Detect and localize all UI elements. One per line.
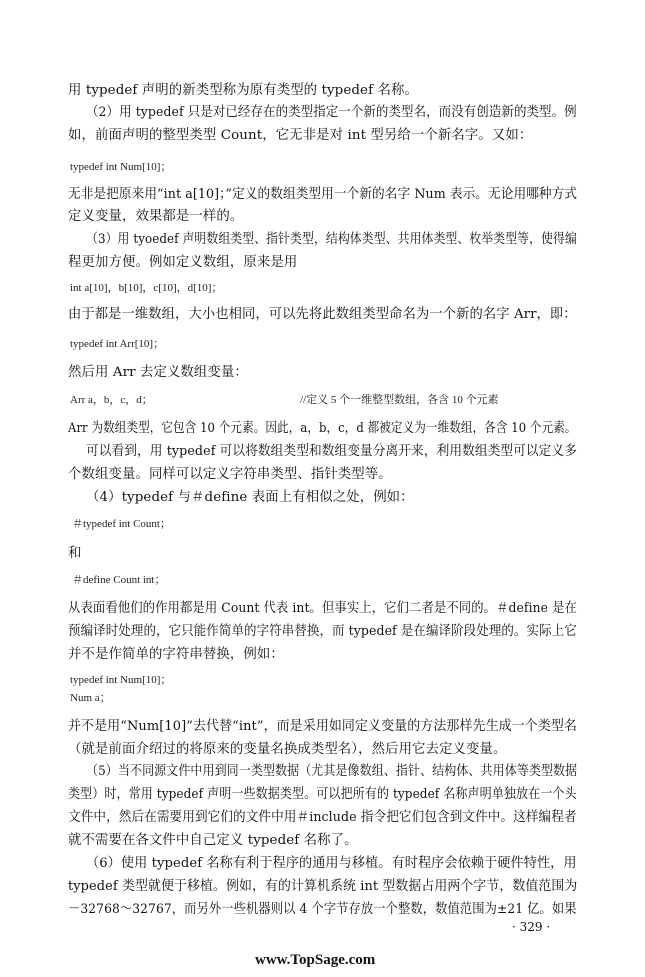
text-line: 由于都是一维数组，大小也相同，可以先将此数组类型命名为一个新的名字 Arr，即： <box>68 307 577 322</box>
code-comment: //定义 5 个一维整型数组，各含 10 个元素 <box>300 394 499 406</box>
text-line: 和 <box>68 546 82 561</box>
code-line: typedef int Num[10]； <box>70 674 172 686</box>
code-line: Num a； <box>70 692 111 704</box>
text-line: 用 typedef 声明的新类型称为原有类型的 typedef 名称。 <box>68 83 418 98</box>
text-line: （就是前面介绍过的将原来的变量名换成类型名），然后用它去定义变量。 <box>68 742 507 757</box>
text-line: 可以看到，用 typedef 可以将数组类型和数组变量分离开来，利用数组类型可以定义多 <box>86 444 577 459</box>
text-line: （3）用 tyoedef 声明数组类型、指针类型，结构体类型、共用体类型、枚举类型等，使得编 <box>86 232 577 247</box>
text-line: 然后用 Arr 去定义数组变量： <box>68 365 248 380</box>
code-line: Arr a，b，c，d； <box>70 394 153 406</box>
text-line: 定义变量，效果都是一样的。 <box>68 209 244 224</box>
text-line: （2）用 typedef 只是对已经存在的类型指定一个新的类型名，而没有创造新的类型。例 <box>86 105 577 120</box>
text-line: Arr 为数组类型，它包含 10 个元素。因此，a，b，c，d 都被定义为一维数组，各含 10 个元素。 <box>68 421 577 436</box>
text-line: （5）当不同源文件中用到同一类型数据（尤其是像数组、指针、结构体、共用体等类型数据 <box>86 764 578 779</box>
text-line: 类型）时，常用 typedef 声明一些数据类型。可以把所有的 typedef 名称声明单独放在一个头 <box>68 787 577 802</box>
text-line: 文件中，然后在需要用到它们的文件中用＃include 指令把它们包含到文件中。这样编程者 <box>68 810 577 825</box>
text-line: 就不需要在各文件中自己定义 typedef 名称了。 <box>68 833 358 848</box>
text-line: （6）使用 typedef 名称有利于程序的通用与移植。有时程序会依赖于硬件特性，用 <box>86 856 577 871</box>
text-line: 并不是作简单的字符串替换，例如： <box>68 647 284 662</box>
text-line: 程更加方便。例如定义数组，原来是用 <box>68 255 298 270</box>
footer-url: www.TopSage.com <box>255 952 376 968</box>
code-line: ＃define Count int； <box>72 574 166 586</box>
text-line: 无非是把原来用“int a[10]；”定义的数组类型用一个新的名字 Num 表示。无论用哪种方式 <box>68 187 578 202</box>
text-line: －32768～32767，而另外一些机器则以 4 个字节存放一个整数，数值范围为±21 亿。如果 <box>68 902 577 917</box>
code-line: typedef int Arr[10]； <box>70 338 165 350</box>
code-line: int a[10]，b[10]，c[10]，d[10]； <box>70 282 223 294</box>
text-line: 预编译时处理的，它只能作简单的字符串替换，而 typedef 是在编译阶段处理的。实际上它 <box>68 624 577 639</box>
code-line: typedef int Num[10]； <box>70 161 172 173</box>
text-line: 如，前面声明的整型类型 Count，它无非是对 int 型另给一个新名字。又如： <box>68 128 533 143</box>
text-line: （4）typedef 与＃define 表面上有相似之处，例如： <box>86 490 414 505</box>
page-number: · 329 · <box>512 920 551 934</box>
text-line: 从表面看他们的作用都是用 Count 代表 int。但事实上，它们二者是不同的。＃define 是在 <box>68 601 577 616</box>
code-line: ＃typedef int Count； <box>72 518 171 530</box>
text-line: 并不是用“Num[10]”去代替“int”，而是采用如同定义变量的方法那样先生成一个类型名 <box>68 719 577 734</box>
text-line: 个数组变量。同样可以定义字符串类型、指针类型等。 <box>68 467 392 482</box>
text-line: typedef 类型就便于移植。例如，有的计算机系统 int 型数据占用两个字节，数值范围为 <box>68 879 578 894</box>
